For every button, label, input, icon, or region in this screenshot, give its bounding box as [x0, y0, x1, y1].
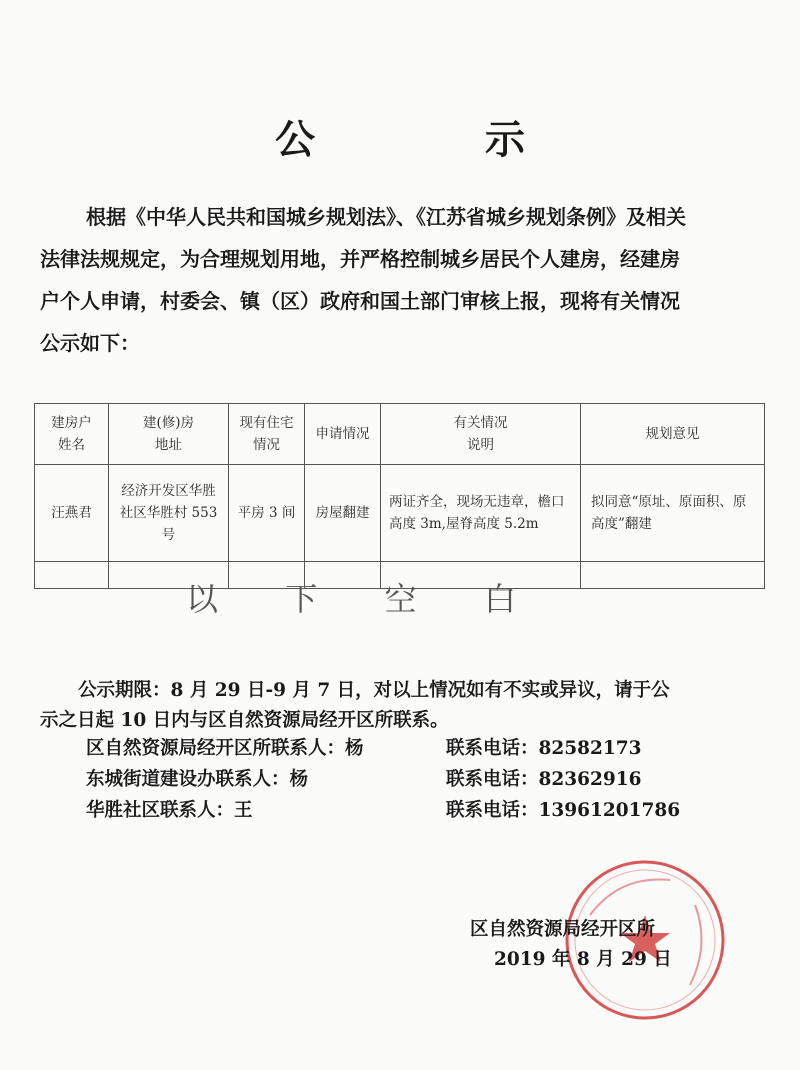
intro-paragraph — [40, 196, 760, 364]
header-cell-name: 建房户 姓名 — [35, 404, 109, 465]
cell-name: 汪燕君 — [35, 465, 109, 562]
blank-char: 下 — [285, 580, 318, 618]
intro-line: 法律法规规定，为合理规划用地，并严格控制城乡居民个人建房，经建房 — [40, 247, 680, 271]
contact-phone: 联系电话：82582173 — [446, 738, 642, 759]
intro-line: 根据《中华人民共和国城乡规划法》、《江苏省城乡规划条例》及相关 — [86, 205, 686, 229]
signature-org: 区自然资源局经开区所 — [470, 919, 656, 940]
contact-label: 区自然资源局经开区所联系人：杨 — [86, 738, 364, 759]
header-cell-address: 建(修)房 地址 — [109, 404, 229, 465]
blank-below-stamp — [186, 574, 516, 620]
intro-line: 公示如下： — [40, 331, 140, 355]
blank-char: 白 — [483, 580, 516, 618]
cell-application: 房屋翻建 — [305, 465, 381, 562]
intro-line: 户个人申请，村委会、镇（区）政府和国土部门审核上报，现将有关情况 — [40, 289, 680, 313]
contact-phone: 联系电话：82362916 — [446, 769, 642, 790]
header-cell-details: 有关情况 说明 — [381, 404, 581, 465]
cell-current: 平房 3 间 — [229, 465, 305, 562]
application-table — [34, 403, 765, 589]
table-header-row — [35, 404, 765, 465]
blank-char: 空 — [384, 580, 417, 618]
table-row — [35, 465, 765, 562]
header-cell-current: 现有住宅 情况 — [229, 404, 305, 465]
blank-char: 以 — [186, 580, 219, 618]
signature-date: 2019 年 8 月 29 日 — [494, 949, 672, 970]
contact-label: 华胜社区联系人：王 — [86, 800, 253, 821]
cell-address: 经济开发区华胜社区华胜村 553 号 — [109, 465, 229, 562]
header-cell-application: 申请情况 — [305, 404, 381, 465]
contact-phone: 联系电话：13961201786 — [446, 800, 681, 821]
notice-line: 公示期限：8 月 29 日-9 月 7 日，对以上情况如有不实或异议，请于公 — [78, 680, 670, 701]
notice-line: 示之日起 10 日内与区自然资源局经开区所联系。 — [40, 710, 449, 731]
cell-opinion: 拟同意“原址、原面积、原高度”翻建 — [581, 465, 765, 562]
cell-details: 两证齐全，现场无违章，檐口高度 3m,屋脊高度 5.2m — [381, 465, 581, 562]
notice-period — [40, 676, 760, 736]
contact-label: 东城街道建设办联系人：杨 — [86, 769, 309, 790]
header-cell-opinion: 规划意见 — [581, 404, 765, 465]
page-title: 公 示 — [275, 116, 603, 163]
